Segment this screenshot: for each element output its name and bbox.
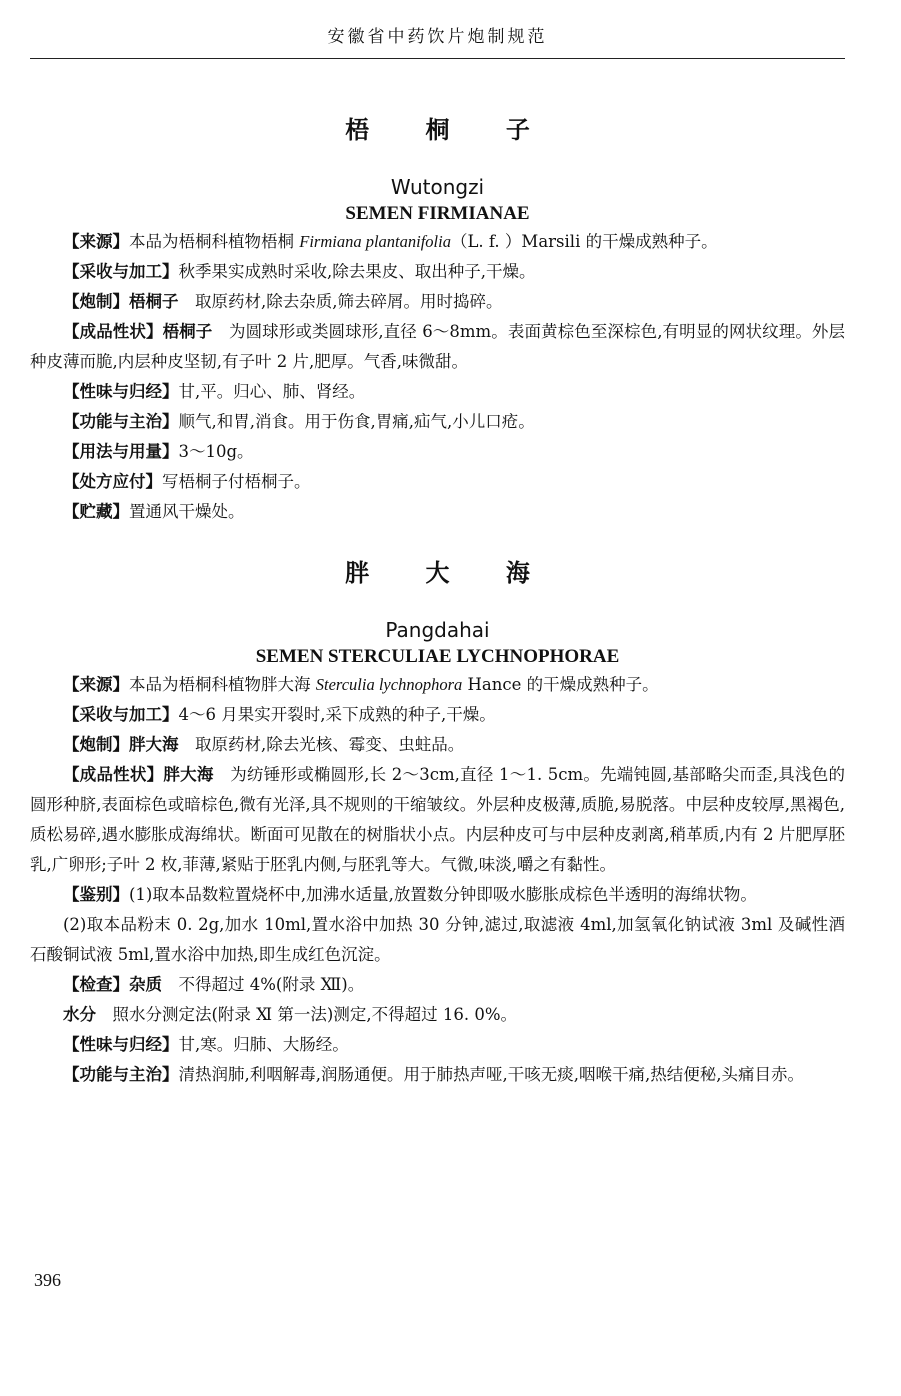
section-text: 顺气,和胃,消食。用于伤食,胃痛,疝气,小儿口疮。 xyxy=(178,412,535,431)
section-label: 【检查】 xyxy=(63,975,129,994)
section-label: 【用法与用量】 xyxy=(63,442,179,461)
section-text: 为圆球形或类圆球形,直径 6～8mm。表面黄棕色至深棕色,有明显的网状纹理。外层种皮薄而脆,内层种皮坚韧,有子叶 2 片,肥厚。气香,味微甜。 xyxy=(30,322,846,371)
section-text: 取原药材,除去杂质,筛去碎屑。用时捣碎。 xyxy=(178,292,503,311)
section-text: 3～10g。 xyxy=(178,442,254,461)
source-text: Hance 的干燥成熟种子。 xyxy=(462,675,659,694)
inspection-item-name: 水分 xyxy=(63,1005,96,1024)
page-number: 396 xyxy=(34,1270,61,1290)
harvest-paragraph xyxy=(30,700,845,730)
identification-item-1: (1)取本品数粒置烧杯中,加沸水适量,放置数分钟即吸水膨胀成棕色半透明的海绵状物。 xyxy=(129,885,757,904)
processing-paragraph xyxy=(30,730,845,760)
species-name: Firmiana plantanifolia xyxy=(299,232,451,251)
page-body xyxy=(30,60,845,1090)
source-text: 本品为梧桐科植物梧桐 xyxy=(129,232,300,251)
harvest-paragraph xyxy=(30,257,845,287)
nature-paragraph xyxy=(30,1030,845,1060)
section-text: 照水分测定法(附录 Ⅺ 第一法)测定,不得超过 16. 0%。 xyxy=(96,1005,517,1024)
section-label: 【处方应付】 xyxy=(63,472,162,491)
section-label: 【来源】 xyxy=(63,675,129,694)
product-name: 梧桐子 xyxy=(129,292,179,311)
section-text: 取原药材,除去光核、霉变、虫蛀品。 xyxy=(178,735,465,754)
traits-paragraph xyxy=(30,760,845,880)
product-name: 胖大海 xyxy=(163,765,214,784)
source-paragraph xyxy=(30,227,845,257)
source-text: （L. f. ）Marsili 的干燥成熟种子。 xyxy=(450,232,718,251)
section-label: 【性味与归经】 xyxy=(63,382,179,401)
entry-pinyin: Pangdahai xyxy=(385,618,490,642)
running-header: 安徽省中药饮片炮制规范 xyxy=(327,27,548,47)
entry-title: 胖 大 海 xyxy=(345,559,554,587)
section-label: 【性味与归经】 xyxy=(63,1035,179,1054)
section-label: 【成品性状】 xyxy=(63,765,164,784)
identification-paragraph xyxy=(30,880,845,910)
section-text: 4～6 月果实开裂时,采下成熟的种子,干燥。 xyxy=(178,705,496,724)
section-label: 【贮藏】 xyxy=(63,502,129,521)
water-paragraph xyxy=(30,1000,845,1030)
section-label: 【来源】 xyxy=(63,232,129,251)
section-text: 写梧桐子付梧桐子。 xyxy=(162,472,311,491)
section-label: 【功能与主治】 xyxy=(63,412,179,431)
nature-paragraph xyxy=(30,377,845,407)
section-label: 【炮制】 xyxy=(63,735,129,754)
section-text: 置通风干燥处。 xyxy=(129,502,245,521)
prescription-paragraph xyxy=(30,467,845,497)
processing-paragraph xyxy=(30,287,845,317)
source-paragraph xyxy=(30,670,845,700)
section-text: 清热润肺,利咽解毒,润肠通便。用于肺热声哑,干咳无痰,咽喉干痛,热结便秘,头痛目赤。 xyxy=(178,1065,804,1084)
product-name: 梧桐子 xyxy=(162,322,213,341)
section-label: 【采收与加工】 xyxy=(63,705,179,724)
identification-item-2: (2)取本品粉末 0. 2g,加水 10ml,置水浴中加热 30 分钟,滤过,取滤液 4ml,加氢氧化钠试液 3ml 及碱性酒石酸铜试液 5ml,置水浴中加热,即生成红色沉淀。 xyxy=(30,915,845,964)
entry-pinyin: Wutongzi xyxy=(390,175,485,199)
section-text: 甘,寒。归肺、大肠经。 xyxy=(178,1035,349,1054)
source-text: 本品为梧桐科植物胖大海 xyxy=(129,675,316,694)
entry-latin-name: SEMEN STERCULIAE LYCHNOPHORAE xyxy=(255,646,620,667)
header-rule xyxy=(30,58,845,59)
product-name: 胖大海 xyxy=(129,735,179,754)
species-name: Sterculia lychnophora xyxy=(315,675,463,694)
entry-title: 梧 桐 子 xyxy=(345,116,554,144)
section-label: 【采收与加工】 xyxy=(63,262,179,281)
section-label: 【功能与主治】 xyxy=(63,1065,179,1084)
entry-latin-name: SEMEN FIRMIANAE xyxy=(345,203,530,224)
dosage-paragraph xyxy=(30,437,845,467)
section-text: 秋季果实成熟时采收,除去果皮、取出种子,干燥。 xyxy=(178,262,536,281)
section-text: 为纺锤形或椭圆形,长 2～3cm,直径 1～1. 5cm。先端钝圆,基部略尖而歪,具浅色的圆形种脐,表面棕色或暗棕色,微有光泽,具不规则的干缩皱纹。外层种皮极薄,质脆,易脱落。中层种皮较厚,黑褐色,质松易碎,遇水膨胀成海绵状。断面可见散在的树脂状小点。内层种皮可与中层种皮剥离,稍革质,内有 2 片肥厚胚乳,广卵形;子叶 2 枚,菲薄,紧贴于胚乳内侧,与胚乳等大。气微,味淡,嚼之有黏性。 xyxy=(30,765,845,874)
inspection-item-name: 杂质 xyxy=(129,975,162,994)
section-text: 不得超过 4%(附录 Ⅻ)。 xyxy=(162,975,365,994)
inspection-paragraph xyxy=(30,970,845,1000)
storage-paragraph xyxy=(30,497,845,527)
function-paragraph xyxy=(30,407,845,437)
section-label: 【鉴别】 xyxy=(63,885,129,904)
section-label: 【成品性状】 xyxy=(63,322,163,341)
function-paragraph xyxy=(30,1060,845,1090)
traits-paragraph xyxy=(30,317,845,377)
section-label: 【炮制】 xyxy=(63,292,129,311)
section-text: 甘,平。归心、肺、肾经。 xyxy=(178,382,366,401)
